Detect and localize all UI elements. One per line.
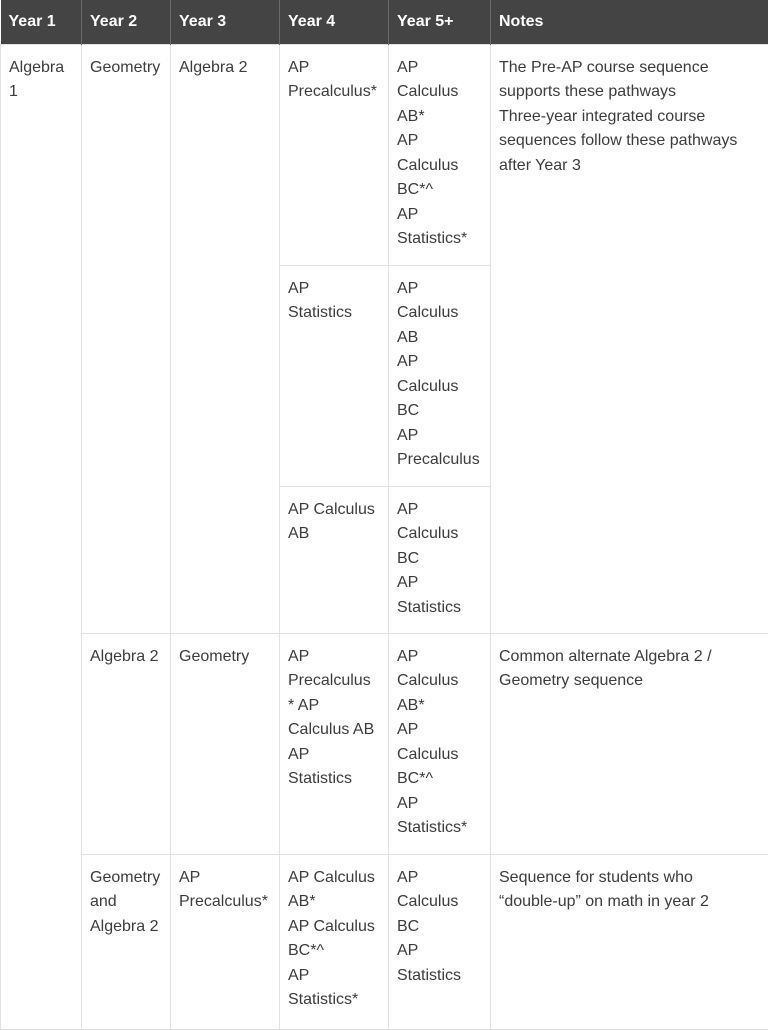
cell-text: AP xyxy=(288,645,380,670)
cell-text: * AP xyxy=(288,694,380,719)
cell-text: AP xyxy=(397,424,482,449)
group1-row1-year-5-cell xyxy=(389,44,491,265)
cell-text: Statistics* xyxy=(397,816,482,841)
header-year-4: Year 4 xyxy=(280,0,389,44)
cell-text: Precalculus xyxy=(397,448,482,473)
group1-year-3-cell xyxy=(171,44,280,633)
cell-text: AP xyxy=(179,866,271,891)
cell-text: Calculus xyxy=(397,522,482,547)
cell-text: AP xyxy=(397,277,482,302)
group2-year-2-cell xyxy=(82,633,171,854)
header-year-5-plus: Year 5+ xyxy=(389,0,491,44)
cell-text: AP xyxy=(397,350,482,375)
cell-text: Statistics* xyxy=(397,227,482,252)
group1-row2-year-5-cell xyxy=(389,265,491,486)
cell-text: Geometry xyxy=(90,866,162,891)
cell-text: AB xyxy=(397,326,482,351)
cell-text: BC*^ xyxy=(397,178,482,203)
cell-text: Statistics xyxy=(288,767,380,792)
cell-text: Calculus xyxy=(397,375,482,400)
header-year-3: Year 3 xyxy=(171,0,280,44)
group1-row1-year-4-cell xyxy=(280,44,389,265)
group1-notes-cell xyxy=(491,44,768,633)
cell-text: Geometry xyxy=(179,645,271,670)
cell-text: Statistics xyxy=(397,964,482,989)
cell-text: Calculus AB xyxy=(288,718,380,743)
cell-text: AP xyxy=(288,277,380,302)
cell-text: Calculus xyxy=(397,890,482,915)
cell-text: Calculus xyxy=(397,154,482,179)
cell-text: AP Calculus xyxy=(288,915,380,940)
cell-text: AP Calculus xyxy=(288,866,380,891)
cell-text: BC xyxy=(397,399,482,424)
cell-text: AP xyxy=(288,743,380,768)
cell-text: Statistics xyxy=(397,596,482,621)
group1-row3-year-5-cell xyxy=(389,486,491,633)
cell-text: supports these pathways xyxy=(499,80,760,105)
group3-year-3-cell xyxy=(171,854,280,1029)
cell-text: Algebra xyxy=(9,56,73,81)
header-year-2: Year 2 xyxy=(82,0,171,44)
cell-text: Calculus xyxy=(397,743,482,768)
cell-text: Common alternate Algebra 2 / xyxy=(499,645,760,670)
cell-text: BC*^ xyxy=(288,939,380,964)
header-row xyxy=(1,0,768,44)
cell-text: AP xyxy=(397,792,482,817)
cell-text: AP xyxy=(288,56,380,81)
cell-text: AP Calculus xyxy=(288,498,380,523)
cell-text: Precalculus* xyxy=(288,80,380,105)
cell-text: Geometry xyxy=(90,56,162,81)
cell-text: “double-up” on math in year 2 xyxy=(499,890,760,915)
cell-text: Three-year integrated course xyxy=(499,105,760,130)
cell-text: Calculus xyxy=(397,669,482,694)
table-header xyxy=(1,0,768,44)
cell-text: AP xyxy=(397,203,482,228)
cell-text: AP xyxy=(397,571,482,596)
cell-text: Sequence for students who xyxy=(499,866,760,891)
cell-text: Precalculus* xyxy=(179,890,271,915)
cell-text: AB* xyxy=(397,105,482,130)
cell-text: BC xyxy=(397,915,482,940)
cell-text: Algebra 2 xyxy=(179,56,271,81)
cell-text: Statistics* xyxy=(288,988,380,1013)
group1-year-2-cell xyxy=(82,44,171,633)
header-year-1: Year 1 xyxy=(1,0,82,44)
cell-text: AB* xyxy=(288,890,380,915)
cell-text: Precalculus xyxy=(288,669,380,694)
group2-year-5-cell xyxy=(389,633,491,854)
year-1-cell xyxy=(1,44,82,1029)
cell-text: AP xyxy=(397,498,482,523)
group3-year-4-cell xyxy=(280,854,389,1029)
group2-year-4-cell xyxy=(280,633,389,854)
cell-text: The Pre-AP course sequence xyxy=(499,56,760,81)
cell-text: Calculus xyxy=(397,301,482,326)
table-row xyxy=(1,633,768,854)
cell-text: Algebra 2 xyxy=(90,915,162,940)
cell-text: sequences follow these pathways xyxy=(499,129,760,154)
cell-text: AP xyxy=(397,866,482,891)
cell-text: Geometry sequence xyxy=(499,669,760,694)
cell-text: AP xyxy=(397,129,482,154)
group3-year-5-cell xyxy=(389,854,491,1029)
cell-text: Statistics xyxy=(288,301,380,326)
cell-text: Calculus xyxy=(397,80,482,105)
cell-text: BC xyxy=(397,547,482,572)
cell-text: AP xyxy=(397,645,482,670)
cell-text: after Year 3 xyxy=(499,154,760,179)
group3-notes-cell xyxy=(491,854,768,1029)
cell-text: and xyxy=(90,890,162,915)
cell-text: AP xyxy=(288,964,380,989)
table-body xyxy=(1,44,768,1029)
table-row xyxy=(1,854,768,1029)
cell-text: 1 xyxy=(9,80,73,105)
group2-year-3-cell xyxy=(171,633,280,854)
header-notes: Notes xyxy=(491,0,768,44)
cell-text: AP xyxy=(397,718,482,743)
cell-text: AB xyxy=(288,522,380,547)
group1-row3-year-4-cell xyxy=(280,486,389,633)
cell-text: AP xyxy=(397,56,482,81)
cell-text: AP xyxy=(397,939,482,964)
table-row xyxy=(1,44,768,265)
group1-row2-year-4-cell xyxy=(280,265,389,486)
cell-text: AB* xyxy=(397,694,482,719)
cell-text: Algebra 2 xyxy=(90,645,162,670)
cell-text: BC*^ xyxy=(397,767,482,792)
group2-notes-cell xyxy=(491,633,768,854)
group3-year-2-cell xyxy=(82,854,171,1029)
